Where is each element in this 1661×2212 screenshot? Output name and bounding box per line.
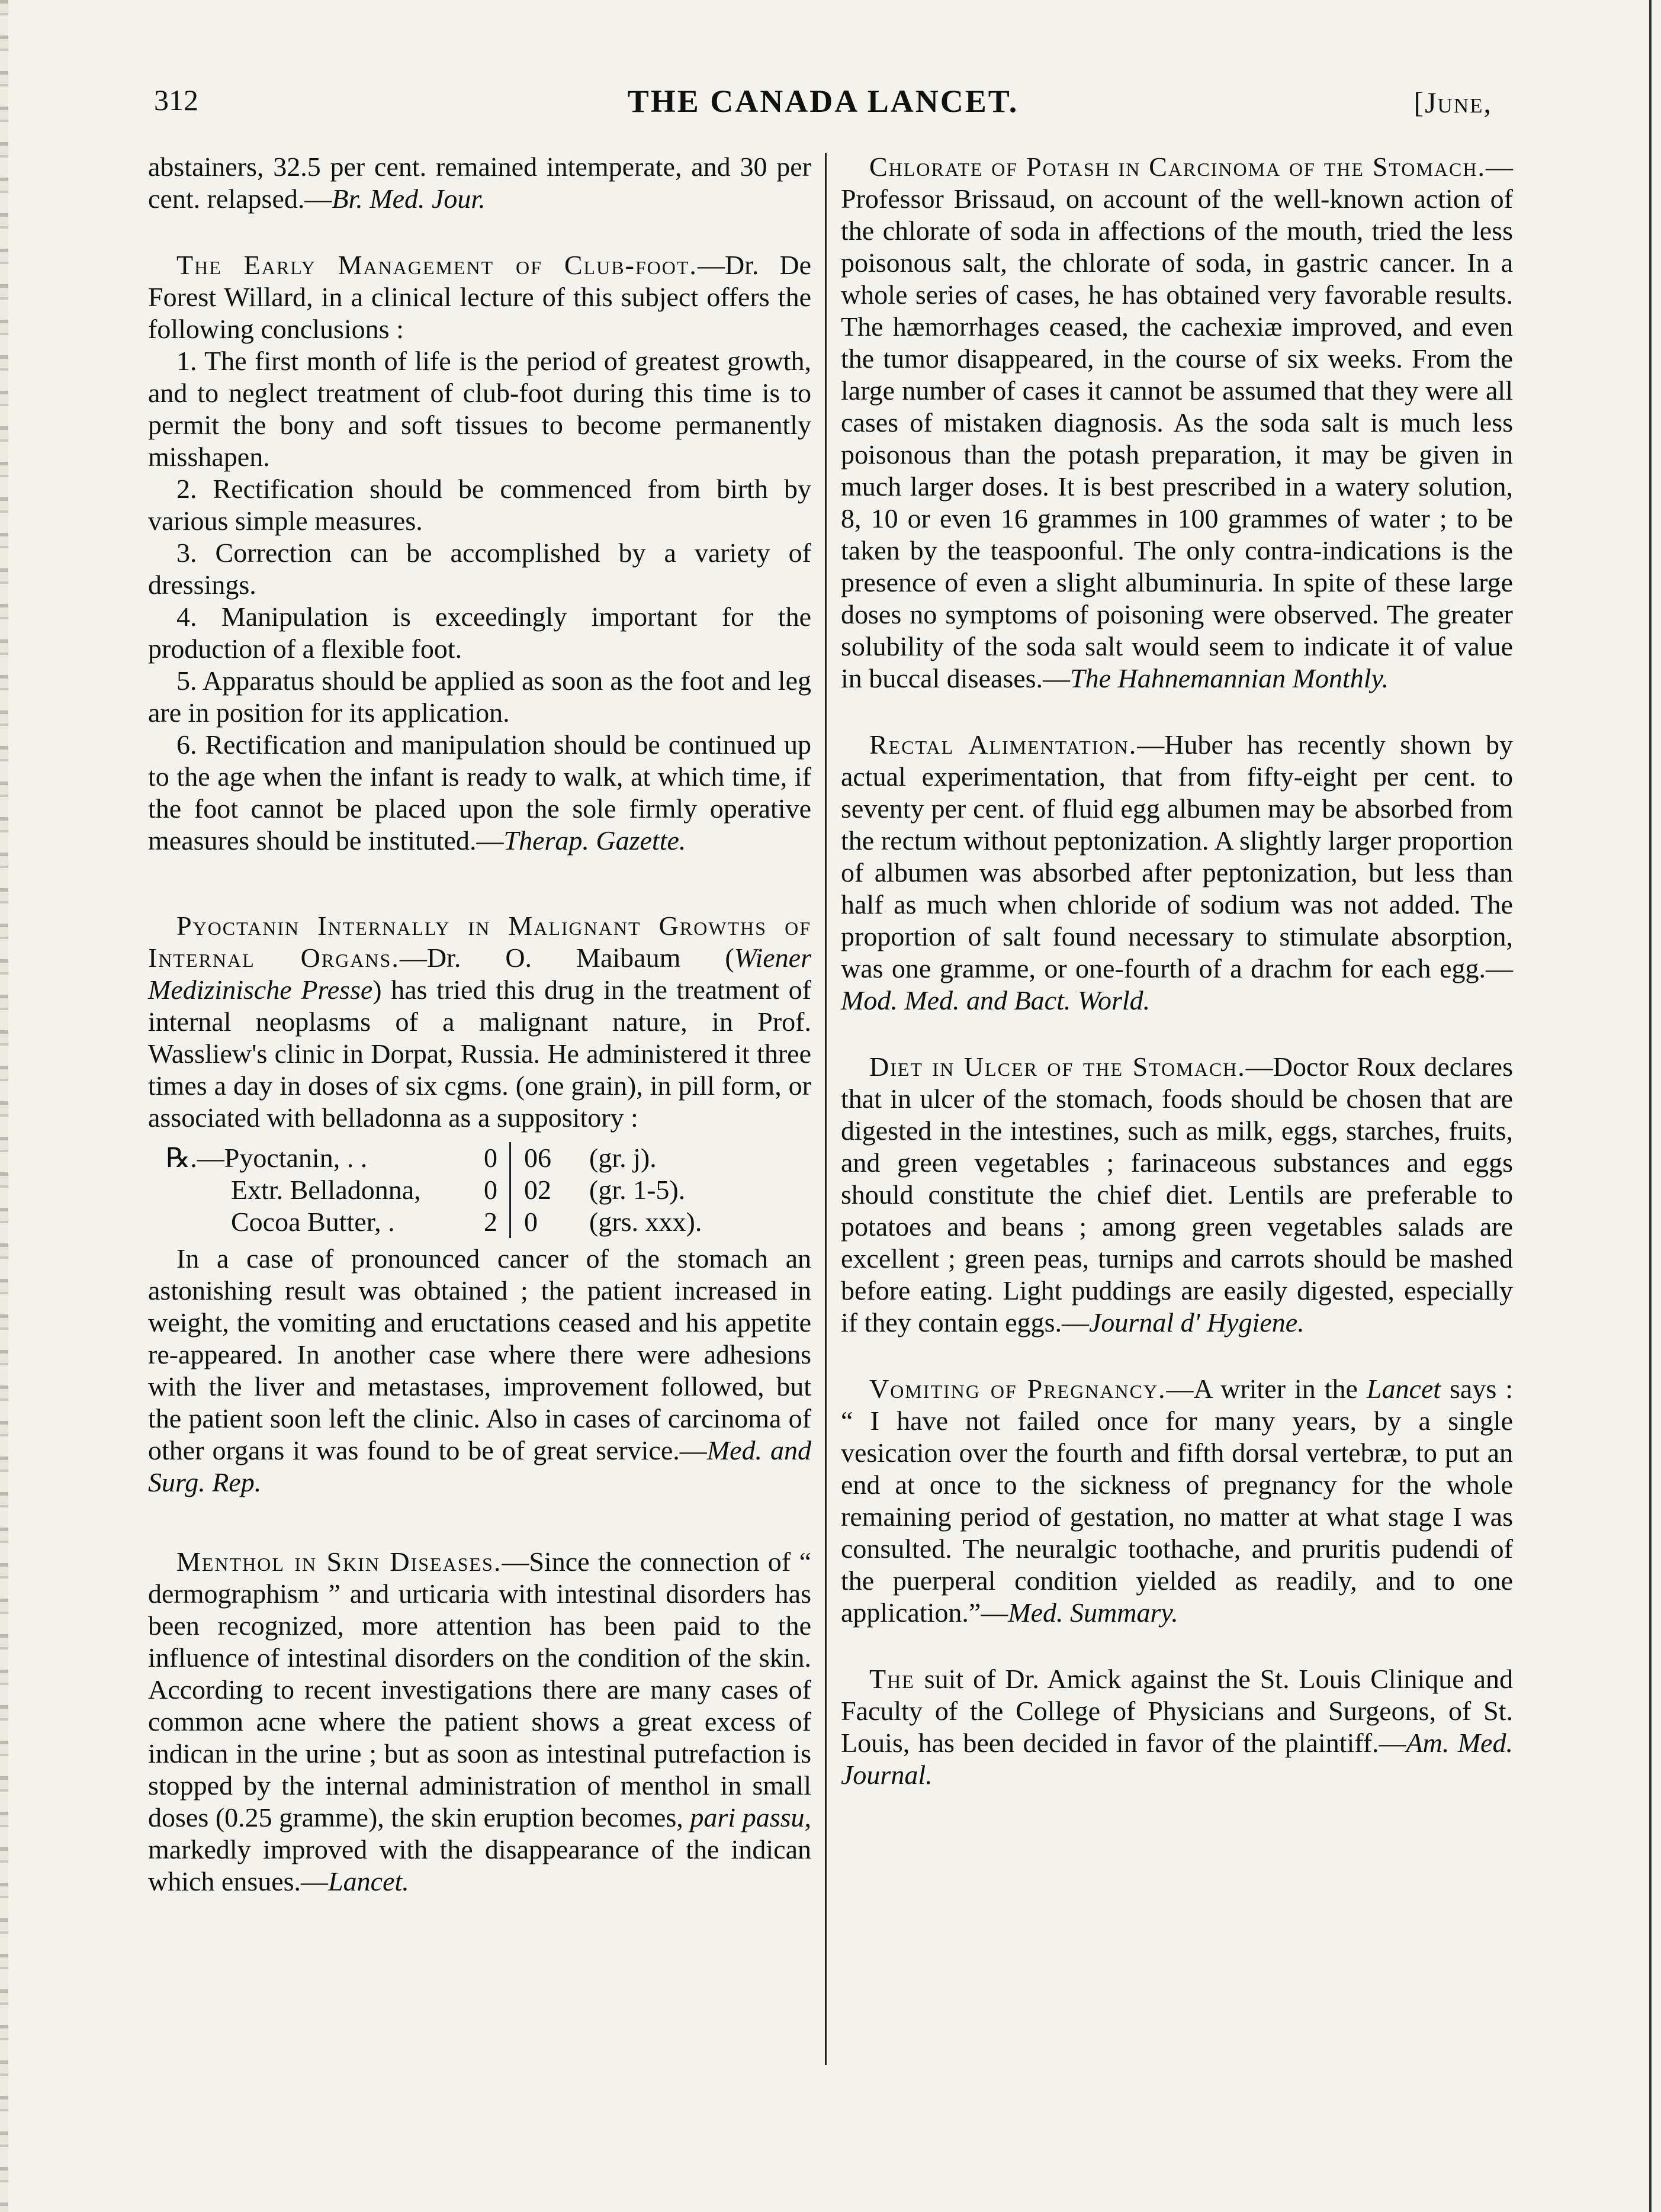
issue-month: [June,: [1413, 86, 1492, 119]
list-item: 6. Rectification and manipulation should be continued up to the age when the infant is ready to walk, at which time, if the foot cannot be placed upon the sole firmly operative measures should be instituted.—Therap. Gazette.: [148, 729, 811, 856]
article-menthol: Menthol in Skin Diseases.—Since the connection of “ dermographism ” and urticaria with intestinal disorders has been recognized, more attention has been paid to the influence of intestinal disorders on the condition of the skin. According to recent investigations there are many cases of common acne where the patient shows a great excess of indican in the urine ; but as soon as intestinal putrefaction is stopped by the internal administration of menthol in small doses (0.25 gramme), the skin eruption becomes, pari passu, markedly improved with the disappearance of the indican which ensues.—Lancet.: [148, 1547, 811, 1896]
right-column: [841, 151, 1513, 1791]
article-heading: The Early Management of Club-foot.: [176, 250, 698, 280]
article-heading: Menthol in Skin Diseases.: [176, 1547, 502, 1577]
source-citation: Med. and Surg. Rep.: [148, 1435, 811, 1497]
source-citation: Am. Med. Journal.: [841, 1728, 1513, 1790]
prescription-row: Cocoa Butter, . 2 0 (grs. xxx).: [231, 1207, 702, 1237]
list-item: 1. The first month of life is the period of greatest growth, and to neglect treatment of club-foot during this time is to permit the bony and soft tissues to become permanently misshapen.: [148, 346, 811, 472]
article-heading: Chlorate of Potash in Carcinoma of the Stomach.: [869, 152, 1486, 182]
article-heading: The: [869, 1664, 915, 1694]
column-divider: [825, 153, 827, 2065]
article-rectal: Rectal Alimentation.—Huber has recently shown by actual experimentation, that from fifty-eight per cent. to seventy per cent. of fluid egg albumen may be absorbed from the rectum without peptonization. A slightly larger proportion of albumen was absorbed after peptonization, but less than half as much when chloride of sodium was not added. The proportion of salt found necessary to stimulate absorption, was one gramme, or one-fourth of a drachm for each egg.—Mod. Med. and Bact. World.: [841, 729, 1513, 1015]
page-header: [148, 83, 1498, 136]
article-vomiting: Vomiting of Pregnancy.—A writer in the Lancet says : “ I have not failed once for many years, by a single vesication over the fourth and fifth dorsal vertebræ, to put an end at once to the sickness of pregnancy for the whole remaining period of gestation, no matter at what stage I was consulted. The neuralgic toothache, and pruritis pudendi of the puerperal condition yielded as readily, and to one application.”—Med. Summary.: [841, 1374, 1513, 1628]
article-heading: Diet in Ulcer of the Stomach.: [869, 1052, 1246, 1082]
source-citation: The Hahnemannian Monthly.: [1070, 663, 1389, 693]
source-citation: Journal d' Hygiene.: [1089, 1307, 1305, 1338]
article-heading: Vomiting of Pregnancy.: [869, 1374, 1167, 1404]
source-citation: Therap. Gazette.: [503, 825, 686, 856]
source-citation: Med. Summary.: [1008, 1597, 1178, 1628]
article-heading: Pyoctanin Internally in Malignant Growths of Internal Organs.: [148, 911, 811, 973]
article-amick: The suit of Dr. Amick against the St. Louis Clinique and Faculty of the College of Physicians and Surgeons, of St. Louis, has been decided in favor of the plaintiff.—Am. Med. Journal.: [841, 1664, 1513, 1790]
intro-paragraph: abstainers, 32.5 per cent. remained intemperate, and 30 per cent. relapsed.—Br. Med. Jour.: [148, 152, 811, 214]
article-diet: Diet in Ulcer of the Stomach.—Doctor Roux declares that in ulcer of the stomach, foods should be chosen that are digested in the intestines, such as milk, eggs, starches, fruits, and green vegetables ; farinaceous substances and eggs should constitute the chief diet. Lentils are preferable to potatoes and beans ; among green vegetables salads are excellent ; green peas, turnips and carrots should be mashed before eating. Light puddings are easily digested, especially if they contain eggs.—Journal d' Hygiene.: [841, 1052, 1513, 1338]
list-item: 4. Manipulation is exceedingly important for the production of a flexible foot.: [148, 602, 811, 664]
prescription-table: [166, 1142, 811, 1238]
source-citation: Br. Med. Jour.: [332, 184, 486, 214]
article-heading: Rectal Alimentation.: [869, 729, 1138, 760]
article-chlorate: Chlorate of Potash in Carcinoma of the Stomach.—Professor Brissaud, on account of the well-known action of the chlorate of soda in affections of the mouth, tried the less poisonous salt, the chlorate of soda, in gastric cancer. In a whole series of cases, he has obtained very favorable results. The hæmorrhages ceased, the cachexiæ improved, and even the tumor disappeared, in the course of six weeks. From the large number of cases it cannot be assumed that they were all cases of mistaken diagnosis. As the soda salt is much less poisonous than the potash preparation, it may be given in much larger doses. It is best prescribed in a watery solution, 8, 10 or even 16 grammes in 100 grammes of water ; to be taken by the teaspoonful. The only contra-indications is the presence of even a slight albuminuria. In spite of these large doses no symptoms of poisoning were observed. The greater solubility of the soda salt would seem to indicate it of value in buccal diseases.—The Hahnemannian Monthly.: [841, 152, 1513, 693]
article-clubfoot: The Early Management of Club-foot.—Dr. De Forest Willard, in a clinical lecture of this subject offers the following conclusions : 1. The first month of life is the period of greatest growth, and to neglect treatment of club-foot during this time is to permit the bony and soft tissues to become permanently misshapen. 2. Rectification should be commenced from birth by various simple measures. 3. Correction can be accomplished by a variety of dressings. 4. Manipulation is exceedingly important for the production of a flexible foot. 5. Apparatus should be applied as soon as the foot and leg are in position for its application. 6. Rectification and manipulation should be continued up to the age when the infant is ready to walk, at which time, if the foot cannot be placed upon the sole firmly operative measures should be instituted.—Therap. Gazette.: [148, 250, 811, 856]
page-number: 312: [154, 83, 198, 117]
source-citation: Mod. Med. and Bact. World.: [841, 985, 1151, 1015]
list-item: 3. Correction can be accomplished by a variety of dressings.: [148, 538, 811, 600]
article-pyoctanin: Pyoctanin Internally in Malignant Growths of Internal Organs.—Dr. O. Maibaum (Wiener Medizinische Presse) has tried this drug in the treatment of internal neoplasms of a malignant nature, in Prof. Wassliew's clinic in Dorpat, Russia. He administered it three times a day in doses of six cgms. (one grain), in pill form, or associated with belladonna as a suppository : ℞.—Pyoctanin, . . 0 06 (gr. j). Extr. Belladonna, 0 02 (gr. 1-5). Cocoa Butter, . 2 0 (grs. xxx). In a case of pronounced cancer of the stomach an astonishing result was obtained ; the patient increased in weight, the vomiting and eructations ceased and his appetite re-appeared. In another case where there were adhesions with the liver and metastases, improvement followed, but the patient soon left the clinic. Also in cases of carcinoma of other organs it was found to be of great service.—Med. and Surg. Rep.: [148, 911, 811, 1497]
prescription-row: Extr. Belladonna, 0 02 (gr. 1-5).: [231, 1175, 686, 1205]
prescription-row: ℞.—Pyoctanin, . . 0 06 (gr. j).: [166, 1143, 657, 1173]
list-item: 5. Apparatus should be applied as soon as the foot and leg are in position for its application.: [148, 665, 811, 728]
left-column: [148, 151, 811, 1898]
journal-title: THE CANADA LANCET.: [627, 83, 1019, 119]
scan-left-edge: [0, 0, 8, 2212]
list-item: 2. Rectification should be commenced from birth by various simple measures.: [148, 474, 811, 536]
source-citation: Lancet.: [328, 1866, 409, 1896]
scan-right-edge: [1649, 0, 1652, 2212]
